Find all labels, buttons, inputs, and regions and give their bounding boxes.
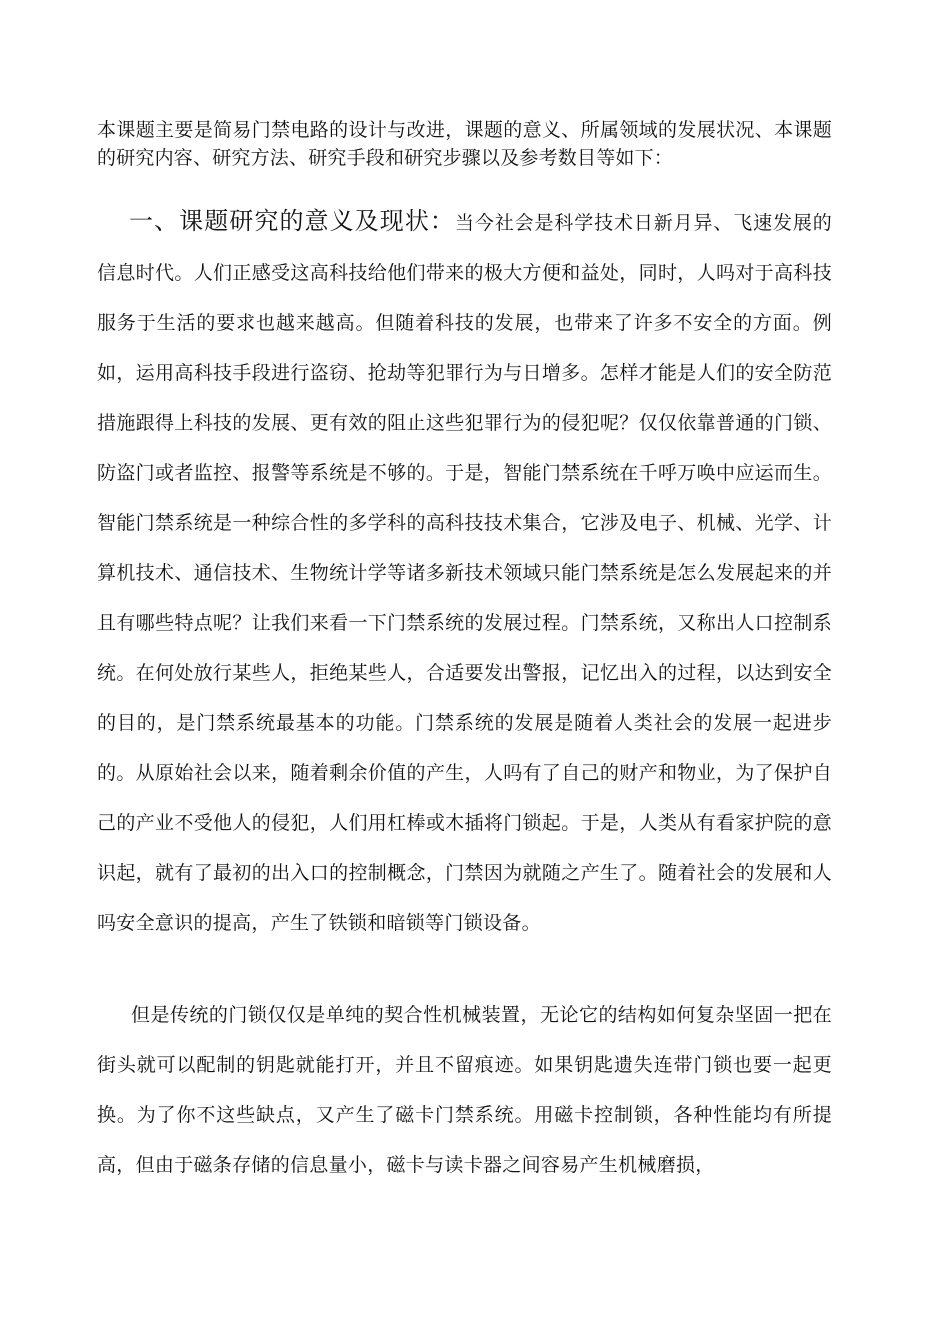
paragraph-2: 但是传统的门锁仅仅是单纯的契合性机械装置，无论它的结构如何复杂坚固一把在街头就可以配制的钥匙就能打开，并且不留痕迹。如果钥匙遗失连带门锁也要一起更换。为了你不这些缺点，又产生了磁卡门禁系统。用磁卡控制锁，各种性能均有所提高，但由于磁条存储的信息量小，磁卡与读卡器之间容易产生机械磨损， bbox=[97, 1004, 832, 1176]
intro-paragraph: 本课题主要是简易门禁电路的设计与改进，课题的意义、所属领域的发展状况、本课题的研究内容、研究方法、研究手段和研究步骤以及参考数目等如下： bbox=[97, 119, 832, 169]
section-1-heading: 一、课题研究的意义及现状： bbox=[129, 207, 455, 235]
section-1-paragraph bbox=[97, 196, 832, 948]
section-1-body: 当今社会是科学技术日新月异、飞速发展的信息时代。人们正感受这高科技给他们带来的极大方便和益处，同时，人吗对于高科技服务于生活的要求也越来越高。但随着科技的发展，也带来了许多不安全的方面。例如，运用高科技手段进行盗窃、抢劫等犯罪行为与日增多。怎样才能是人们的安全防范措施跟得上科技的发展、更有效的阻止这些犯罪行为的侵犯呢？仅仅依靠普通的门锁、防盗门或者监控、报警等系统是不够的。于是，智能门禁系统在千呼万唤中应运而生。智能门禁系统是一种综合性的多学科的高科技技术集合，它涉及电子、机械、光学、计算机技术、通信技术、生物统计学等诸多新技术领域只能门禁系统是怎么发展起来的并且有哪些特点呢？让我们来看一下门禁系统的发展过程。门禁系统，又称出人口控制系统。在何处放行某些人，拒绝某些人，合适要发出警报，记忆出入的过程，以达到安全的目的，是门禁系统最基本的功能。门禁系统的发展是随着人类社会的发展一起进步的。从原始社会以来，随着剩余价值的产生，人吗有了自己的财产和物业，为了保护自己的产业不受他人的侵犯，人们用杠棒或木插将门锁起。于是，人类从有看家护院的意识起，就有了最初的出入口的控制概念，门禁因为就随之产生了。随着社会的发展和人吗安全意识的提高，产生了铁锁和暗锁等门锁设备。 bbox=[97, 212, 833, 934]
